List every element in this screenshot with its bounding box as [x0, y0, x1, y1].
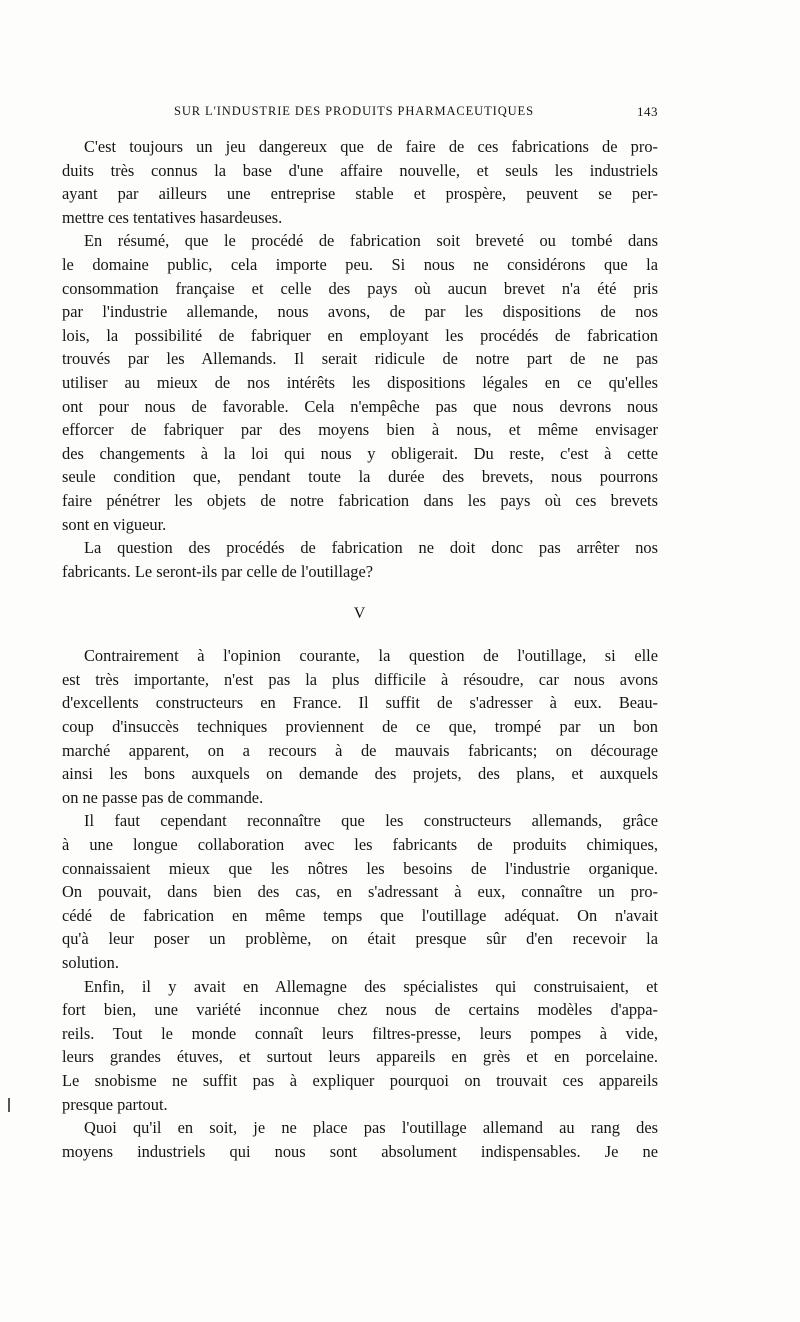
- text-line: fort bien, une variété inconnue chez nous de certains modèles d'appa-: [62, 1000, 658, 1020]
- text-line: On pouvait, dans bien des cas, en s'adressant à eux, connaître un pro-: [62, 882, 658, 902]
- text-line: à une longue collaboration avec les fabricants de produits chimiques,: [62, 835, 658, 855]
- text-line: consommation française et celle des pays où aucun brevet n'a été pris: [62, 278, 658, 298]
- text-line: leurs grandes étuves, et surtout leurs appareils en grès et en porcelaine.: [62, 1047, 658, 1067]
- text-line: trouvés par les Allemands. Il serait ridicule de notre part de ne pas: [62, 349, 658, 369]
- text-line: solution.: [62, 953, 119, 972]
- text-line: Quoi qu'il en soit, je ne place pas l'outillage allemand au rang des: [84, 1118, 658, 1138]
- text-line: utiliser au mieux de nos intérêts les dispositions légales en ce qu'elles: [62, 372, 658, 392]
- page-header: [62, 104, 658, 126]
- section-spacing: [62, 583, 658, 602]
- text-line: La question des procédés de fabrication ne doit donc pas arrêter nos: [84, 538, 658, 558]
- margin-mark: [8, 1098, 10, 1112]
- text-line: Contrairement à l'opinion courante, la question de l'outillage, si elle: [84, 646, 658, 666]
- body-text: [62, 135, 658, 1163]
- paragraph: [62, 975, 658, 1117]
- text-line: est très importante, n'est pas la plus difficile à résoudre, car nous avons: [62, 669, 658, 689]
- text-line: ayant par ailleurs une entreprise stable et prospère, peuvent se per-: [62, 184, 658, 204]
- text-line: connaissaient mieux que les nôtres les besoins de l'industrie organique.: [62, 858, 658, 878]
- text-line: duits très connus la base d'une affaire nouvelle, et seuls les industriels: [62, 160, 658, 180]
- text-line: cédé de fabrication en même temps que l'outillage adéquat. On n'avait: [62, 905, 658, 925]
- text-line: ainsi les bons auxquels on demande des projets, des plans, et auxquels: [62, 764, 658, 784]
- section-spacing: [62, 626, 658, 644]
- section-heading: V: [353, 605, 367, 623]
- text-line: marché apparent, on a recours à de mauvais fabricants; on décourage: [62, 740, 658, 760]
- text-line: faire pénétrer les objets de notre fabrication dans les pays où ces brevets: [62, 490, 658, 510]
- text-line: on ne passe pas de commande.: [62, 787, 264, 807]
- text-line: sont en vigueur.: [62, 514, 167, 534]
- paragraph: [62, 135, 658, 229]
- text-line: moyens industriels qui nous sont absolument indispensables. Je ne: [62, 1141, 658, 1161]
- paragraph: [62, 1116, 658, 1163]
- text-line: seule condition que, pendant toute la durée des brevets, nous pourrons: [62, 467, 658, 487]
- text-line: ont pour nous de favorable. Cela n'empêche pas que nous devrons nous: [62, 396, 658, 416]
- text-line: presque partout.: [62, 1094, 168, 1114]
- text-line: lois, la possibilité de fabriquer en employant les procédés de fabrication: [62, 325, 658, 345]
- page-number: 143: [637, 104, 658, 119]
- text-line: d'excellents constructeurs en France. Il suffit de s'adresser à eux. Beau-: [62, 693, 658, 713]
- text-line: par l'industrie allemande, nous avons, de par les dispositions de nos: [62, 302, 658, 322]
- text-line: C'est toujours un jeu dangereux que de faire de ces fabrications de pro-: [84, 137, 658, 156]
- text-line: Il faut cependant reconnaître que les constructeurs allemands, grâce: [84, 811, 658, 831]
- running-title: SUR L'INDUSTRIE DES PRODUITS PHARMACEUTIQUES: [174, 104, 534, 118]
- paragraph: [62, 229, 658, 536]
- text-line: fabricants. Le seront-ils par celle de l'outillage?: [62, 561, 374, 581]
- text-line: reils. Tout le monde connaît leurs filtres-presse, leurs pompes à vide,: [62, 1023, 658, 1043]
- paragraph: [62, 809, 658, 974]
- text-line: des changements à la loi qui nous y obligerait. Du reste, c'est à cette: [62, 443, 658, 463]
- text-line: coup d'insuccès techniques proviennent de ce que, trompé par un bon: [62, 717, 658, 737]
- text-line: Le snobisme ne suffit pas à expliquer pourquoi on trouvait ces appareils: [62, 1070, 658, 1090]
- text-line: Enfin, il y avait en Allemagne des spécialistes qui construisaient, et: [84, 976, 658, 996]
- text-line: le domaine public, cela importe peu. Si nous ne considérons que la: [62, 254, 658, 274]
- text-line: efforcer de fabriquer par des moyens bien à nous, et même envisager: [62, 420, 658, 440]
- paragraph: [62, 536, 658, 583]
- paragraph: [62, 644, 658, 809]
- text-line: mettre ces tentatives hasardeuses.: [62, 207, 283, 227]
- text-line: En résumé, que le procédé de fabrication soit breveté ou tombé dans: [84, 231, 658, 251]
- text-line: qu'à leur poser un problème, on était presque sûr d'en recevoir la: [62, 929, 658, 949]
